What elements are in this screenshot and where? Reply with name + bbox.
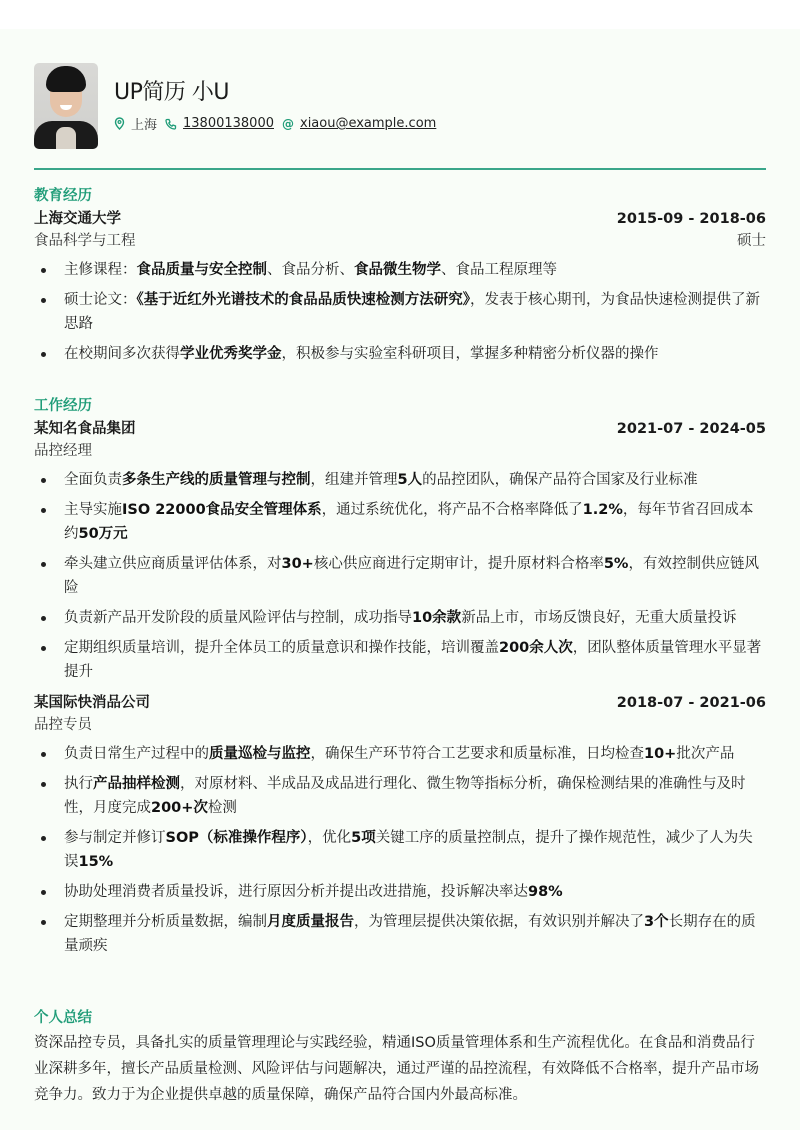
job-bullets <box>34 742 766 958</box>
bullet-item: 负责日常生产过程中的质量巡检与监控，确保生产环节符合工艺要求和质量标准，日均检查10+批次产品 <box>34 742 766 766</box>
bullet-item: 全面负责多条生产线的质量管理与控制，组建并管理5人的品控团队，确保产品符合国家及行业标准 <box>34 468 766 492</box>
job-role: 品控经理 <box>34 443 92 459</box>
header-divider <box>34 168 766 170</box>
bullet-item: 在校期间多次获得学业优秀奖学金，积极参与实验室科研项目，掌握多种精密分析仪器的操作 <box>34 342 766 366</box>
avatar <box>34 63 98 149</box>
map-pin-icon <box>114 117 125 130</box>
section-title: 教育经历 <box>34 188 92 204</box>
contact-line <box>114 114 444 133</box>
job-bullets <box>34 468 766 684</box>
contact-location <box>114 114 157 133</box>
education-section <box>34 186 766 372</box>
bullet-item: 负责新产品开发阶段的质量风险评估与控制，成功指导10余款新品上市，市场反馈良好，无重大质量投诉 <box>34 606 766 630</box>
location-text: 上海 <box>131 118 158 133</box>
bullet-item: 牵头建立供应商质量评估体系，对30+核心供应商进行定期审计，提升原材料合格率5%，有效控制供应链风险 <box>34 552 766 600</box>
education-date: 2015-09 - 2018-06 <box>616 211 766 227</box>
contact-phone[interactable] <box>165 116 274 131</box>
bullet-item: 定期组织质量培训，提升全体员工的质量意识和操作技能，培训覆盖200余人次，团队整体质量管理水平显著提升 <box>34 636 766 684</box>
bullet-item: 主修课程：食品质量与安全控制、食品分析、食品微生物学、食品工程原理等 <box>34 258 766 282</box>
contact-email[interactable] <box>282 116 436 131</box>
phone-icon <box>165 118 177 130</box>
company-name: 某知名食品集团 <box>34 421 136 437</box>
resume-header <box>34 63 444 149</box>
job-date: 2021-07 - 2024-05 <box>616 421 766 437</box>
bullet-item: 硕士论文：《基于近红外光谱技术的食品品质快速检测方法研究》，发表于核心期刊，为食品快速检测提供了新思路 <box>34 288 766 336</box>
summary-text: 资深品控专员，具备扎实的质量管理理论与实践经验，精通ISO质量管理体系和生产流程优化。在食品和消费品行业深耕多年，擅长产品质量检测、风险评估与问题解决，通过严谨的品控流程，有效降低不合格率，提升产品市场竞争力。致力于为企业提供卓越的质量保障，确保产品符合国内外最高标准。 <box>34 1035 759 1103</box>
major: 食品科学与工程 <box>34 233 136 249</box>
job-date: 2018-07 - 2021-06 <box>616 695 766 711</box>
company-name: 某国际快消品公司 <box>34 695 150 711</box>
bullet-item: 主导实施ISO 22000食品安全管理体系，通过系统优化，将产品不合格率降低了1.2%，每年节省召回成本约50万元 <box>34 498 766 546</box>
at-icon: @ <box>282 116 294 131</box>
degree: 硕士 <box>737 233 766 249</box>
bullet-item: 参与制定并修订SOP（标准操作程序），优化5项关键工序的质量控制点，提升了操作规范性，减少了人为失误15% <box>34 826 766 874</box>
work-section <box>34 396 766 964</box>
bullet-item: 协助处理消费者质量投诉，进行原因分析并提出改进措施，投诉解决率达98% <box>34 880 766 904</box>
job-entry <box>34 692 766 958</box>
school-name: 上海交通大学 <box>34 211 121 227</box>
phone-link[interactable]: 13800138000 <box>183 116 274 131</box>
section-title: 个人总结 <box>34 1010 92 1026</box>
job-role: 品控专员 <box>34 717 92 733</box>
section-title: 工作经历 <box>34 398 92 414</box>
bullet-item: 执行产品抽样检测，对原材料、半成品及成品进行理化、微生物等指标分析，确保检测结果的准确性与及时性，月度完成200+次检测 <box>34 772 766 820</box>
email-link[interactable]: xiaou@example.com <box>300 116 437 131</box>
education-bullets <box>34 258 766 366</box>
bullet-item: 定期整理并分析质量数据，编制月度质量报告，为管理层提供决策依据，有效识别并解决了3个长期存在的质量顽疾 <box>34 910 766 958</box>
job-entry <box>34 418 766 684</box>
summary-section <box>34 1008 766 1108</box>
resume-page <box>0 29 800 1130</box>
candidate-name: UP简历 小U <box>114 80 229 105</box>
